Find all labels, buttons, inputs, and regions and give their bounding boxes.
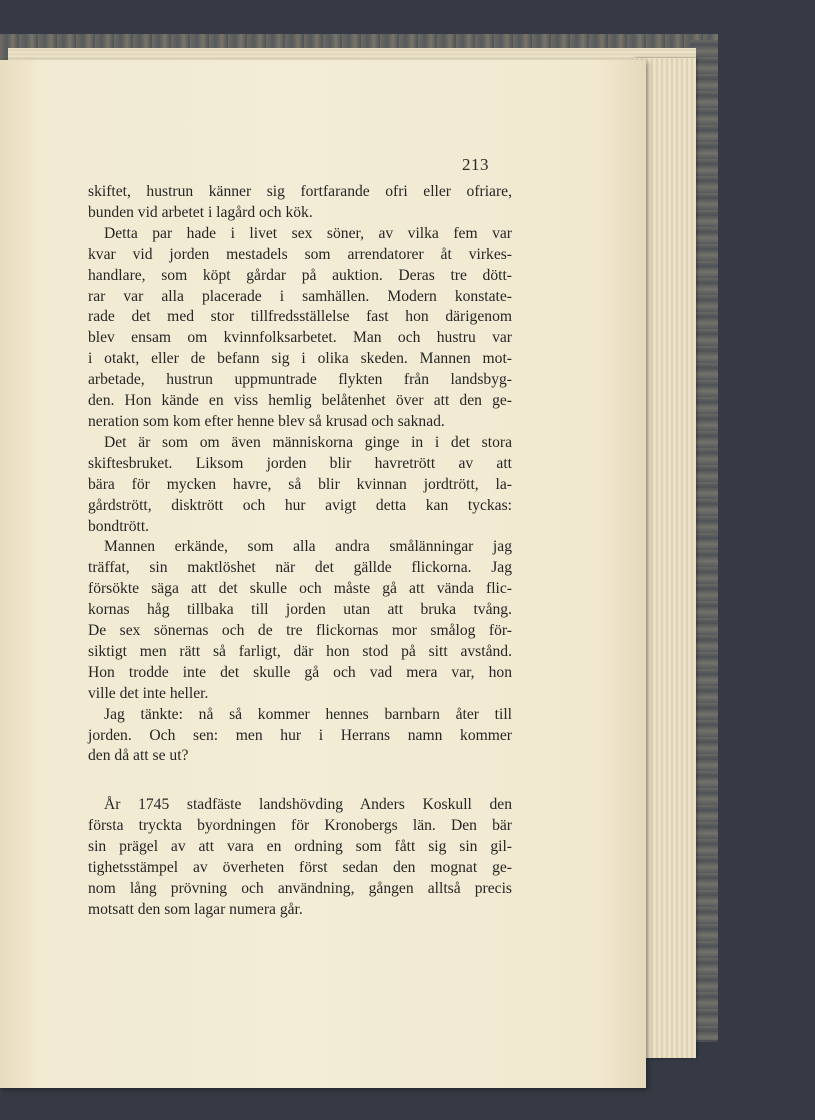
paragraph xyxy=(88,705,512,768)
text-line: rar var alla placerade i samhällen. Modern konstate- xyxy=(88,287,512,305)
text-line: siktigt men rätt så farligt, där hon stod på sitt avstånd. xyxy=(88,642,512,660)
text-line: blev ensam om kvinnfolksarbetet. Man och hustru var xyxy=(88,329,512,347)
text-line: rade det med stor tillfredsställelse fast hon därigenom xyxy=(88,308,512,326)
text-line: Jag tänkte: nå så kommer hennes barnbarn åter till xyxy=(104,705,512,723)
text-line: första tryckta byordningen för Kronobergs län. Den bär xyxy=(88,817,512,835)
page-body-text xyxy=(88,182,512,921)
text-line: kornas håg tillbaka till jorden utan att bruka tvång. xyxy=(88,601,512,619)
text-line: jorden. Och sen: men hur i Herrans namn kommer xyxy=(88,726,512,744)
text-line: handlare, som köpt gårdar på auktion. Deras tre dött- xyxy=(88,266,512,284)
paragraph xyxy=(88,224,512,433)
text-line: gårdstrött, disktrött och hur avigt detta kan tyckas: xyxy=(88,496,512,514)
section-break xyxy=(88,767,512,795)
paragraph xyxy=(88,537,512,704)
text-line: kvar vid jorden mestadels som arrendatorer åt virkes- xyxy=(88,245,512,263)
text-line: bära för mycken havre, så blir kvinnan jordtrött, la- xyxy=(88,475,512,493)
text-line: ville det inte heller. xyxy=(88,684,209,702)
text-line: bunden vid arbetet i lagård och kök. xyxy=(88,203,313,221)
text-line: skiftesbruket. Liksom jorden blir havretrött av att xyxy=(88,454,512,472)
text-line: bondtrött. xyxy=(88,517,150,535)
text-line: Detta par hade i livet sex söner, av vilka fem var xyxy=(104,224,512,242)
text-line: sin prägel av att vara en ordning som fått sig sin gil- xyxy=(88,838,512,856)
text-line: De sex sönernas och de tre flickornas mor smålog för- xyxy=(88,622,512,640)
text-line: träffat, sin maktlöshet när det gällde flickorna. Jag xyxy=(88,559,512,577)
text-line: i otakt, eller de befann sig i olika skeden. Mannen mot- xyxy=(88,350,512,368)
text-line: den då att se ut? xyxy=(88,747,189,765)
text-line: nom lång prövning och användning, gången alltså precis xyxy=(88,880,512,897)
text-line: Det är som om även människorna ginge in i det stora xyxy=(104,433,512,451)
paragraph xyxy=(88,182,512,224)
text-line: Hon trodde inte det skulle gå och vad mera var, hon xyxy=(88,663,512,681)
text-line: neration som kom efter henne blev så krusad och saknad. xyxy=(88,412,445,430)
paragraph xyxy=(88,433,512,538)
text-line: den. Hon kände en viss hemlig belåtenhet över att den ge- xyxy=(88,392,512,410)
text-line: År 1745 stadfäste landshövding Anders Koskull den xyxy=(104,796,512,814)
text-line: arbetade, hustrun uppmuntrade flykten från landsbyg- xyxy=(88,371,512,389)
text-line: tighetsstämpel av överheten först sedan den mognat ge- xyxy=(88,859,512,877)
text-line: Mannen erkände, som alla andra smålänningar jag xyxy=(104,538,512,556)
paragraph xyxy=(88,795,512,920)
text-line: skiftet, hustrun känner sig fortfarande ofri eller ofriare, xyxy=(88,183,512,200)
text-line: försökte säga att det skulle och måste gå att vända flic- xyxy=(88,580,512,598)
page-number: 213 xyxy=(462,155,489,174)
text-line: motsatt den som lagar numera går. xyxy=(88,900,303,918)
